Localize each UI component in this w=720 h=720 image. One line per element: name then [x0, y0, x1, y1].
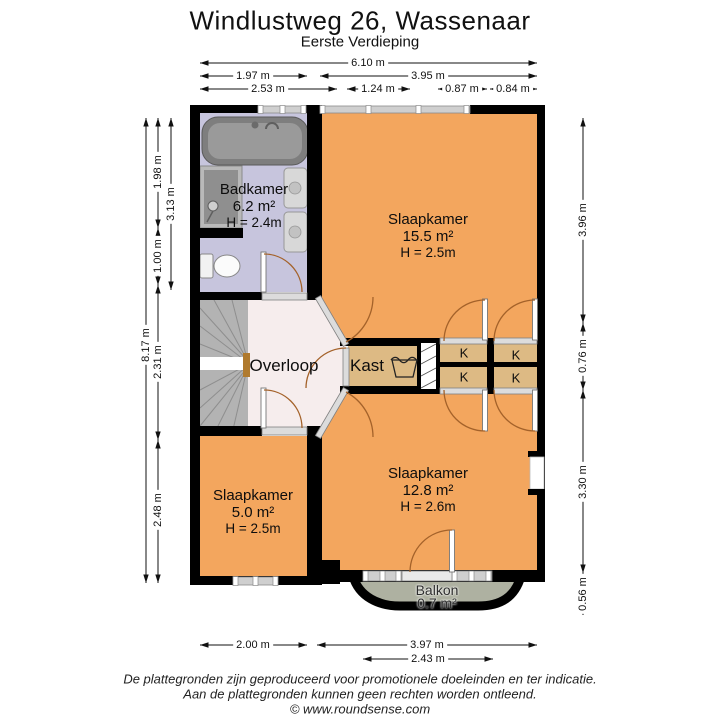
dim-label: 0.76 m	[577, 336, 589, 376]
slaapkamer-groot-label: Slaapkamer 15.5 m² H = 2.5m	[387, 211, 469, 261]
dim-label: 1.97 m	[233, 70, 273, 82]
dim-label: 0.87 m	[442, 83, 482, 95]
dim-label: 2.43 m	[408, 653, 448, 665]
closet-door-leaf	[533, 390, 538, 431]
dim-label: 3.95 m	[408, 70, 448, 82]
balkon-label: Balkon	[415, 582, 459, 598]
dim-label: 3.97 m	[407, 639, 447, 651]
balkon-door-leaf	[450, 530, 455, 572]
dim-label: 3.96 m	[577, 200, 589, 240]
dim-label: 1.98 m	[152, 152, 164, 192]
showerhead-icon	[208, 201, 218, 211]
bathtub-faucet-icon	[252, 122, 259, 129]
closet-label: K	[459, 345, 469, 361]
bathtub	[202, 117, 308, 165]
stairs-landing	[200, 357, 244, 370]
dim-label: 3.30 m	[577, 462, 589, 502]
dim-label: 1.24 m	[358, 83, 398, 95]
window-balkon-left	[363, 571, 402, 581]
closet-label: K	[459, 369, 469, 385]
slaapkamer-klein-door-leaf	[261, 388, 266, 428]
staircase	[200, 300, 250, 434]
closet-label: K	[511, 347, 521, 363]
disclaimer-line-2: Aan de plattegronden kunnen geen rechten worden ontleend.	[183, 686, 537, 702]
disclaimer-line-1: De plattegronden zijn geproduceerd voor promotionele doeleinden en ter indicatie.	[123, 671, 597, 687]
page-title: Windlustweg 26, Wassenaar	[189, 5, 531, 36]
copyright-line: © www.roundsense.com	[289, 701, 431, 717]
window-slaapkamer-groot-top	[320, 106, 470, 114]
dim-label: 2.48 m	[152, 490, 164, 530]
page-subtitle: Eerste Verdieping	[300, 33, 420, 51]
dim-label: 2.00 m	[233, 639, 273, 651]
shaft-hatched	[421, 343, 436, 389]
balkon-area-label: 0.7 m²	[417, 595, 457, 611]
dim-label: 0.84 m	[493, 83, 533, 95]
window-right-wall	[528, 451, 545, 495]
dim-label: 6.10 m	[348, 57, 388, 69]
toilet	[200, 254, 240, 278]
dim-label: 1.00 m	[152, 236, 164, 276]
kast-label: Kast	[349, 356, 385, 375]
dim-label: 0.56 m	[577, 574, 589, 614]
closet-label: K	[511, 370, 521, 386]
dim-label: 3.13 m	[165, 184, 177, 224]
badkamer-label: Badkamer 6.2 m² H = 2.4m	[219, 181, 289, 231]
slaapkamer-midden-label: Slaapkamer 12.8 m² H = 2.6m	[387, 465, 469, 515]
dim-label: 2.31 m	[152, 342, 164, 382]
slaapkamer-klein-label: Slaapkamer 5.0 m² H = 2.5m	[212, 487, 294, 537]
closet-door-leaf	[483, 390, 488, 431]
window-slaapkamer-klein-bottom	[233, 577, 278, 586]
window-badkamer-top	[258, 106, 306, 114]
dim-label: 8.17 m	[140, 325, 152, 365]
closet-door-leaf	[533, 299, 538, 340]
window-balkon-right	[452, 571, 492, 581]
dim-label: 2.53 m	[248, 83, 288, 95]
badkamer-door-leaf	[261, 252, 266, 292]
closet-door-leaf	[483, 299, 488, 340]
overloop-label: Overloop	[249, 356, 319, 375]
